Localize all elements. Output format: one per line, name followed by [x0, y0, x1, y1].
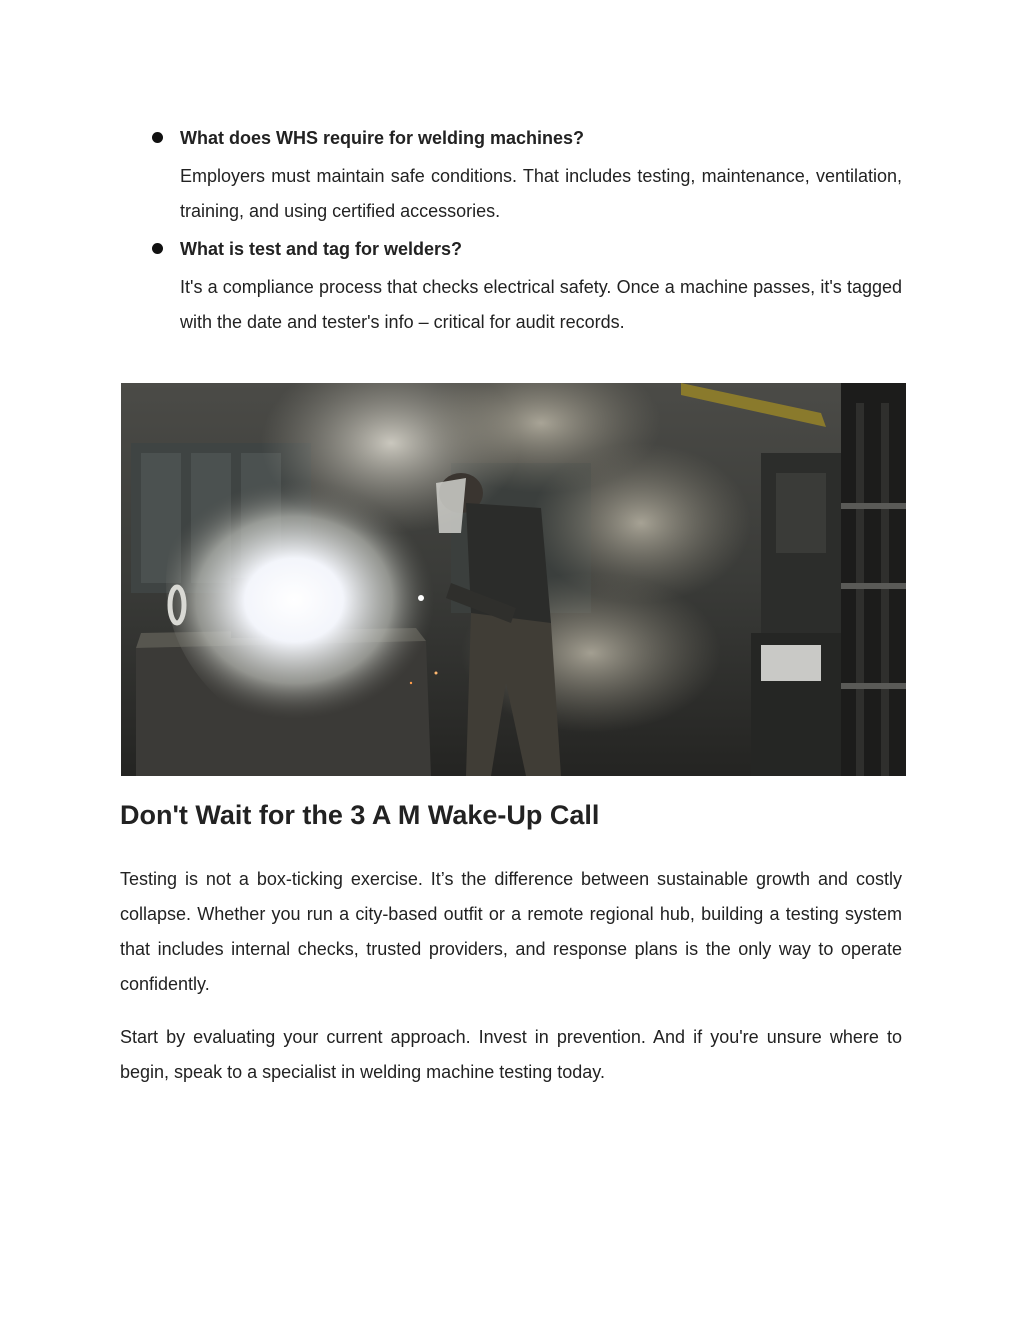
welding-photo: [121, 383, 906, 776]
faq-question: What does WHS require for welding machines?: [180, 128, 585, 148]
faq-item: [120, 124, 902, 229]
bullet-icon: [152, 243, 163, 254]
bullet-icon: [152, 132, 163, 143]
faq-item: [120, 235, 902, 340]
faq-answer: Employers must maintain safe conditions. That includes testing, maintenance, ventilation, training, and using certified accessories.: [180, 166, 902, 221]
section-heading: Don't Wait for the 3 A M Wake-Up Call: [120, 800, 600, 830]
body-paragraph: Start by evaluating your current approach. Invest in prevention. And if you're unsure where to begin, speak to a specialist in welding machine testing today.: [120, 1027, 902, 1082]
faq-list: [120, 124, 902, 346]
faq-question: What is test and tag for welders?: [180, 239, 463, 259]
faq-answer: It's a compliance process that checks electrical safety. Once a machine passes, it's tagged with the date and tester's info – critical for audit records.: [180, 277, 902, 332]
body-paragraph: Testing is not a box-ticking exercise. It’s the difference between sustainable growth and costly collapse. Whether you run a city-based outfit or a remote regional hub, building a testing system that includes internal checks, trusted providers, and response plans is the only way to operate confidently.: [120, 869, 902, 994]
